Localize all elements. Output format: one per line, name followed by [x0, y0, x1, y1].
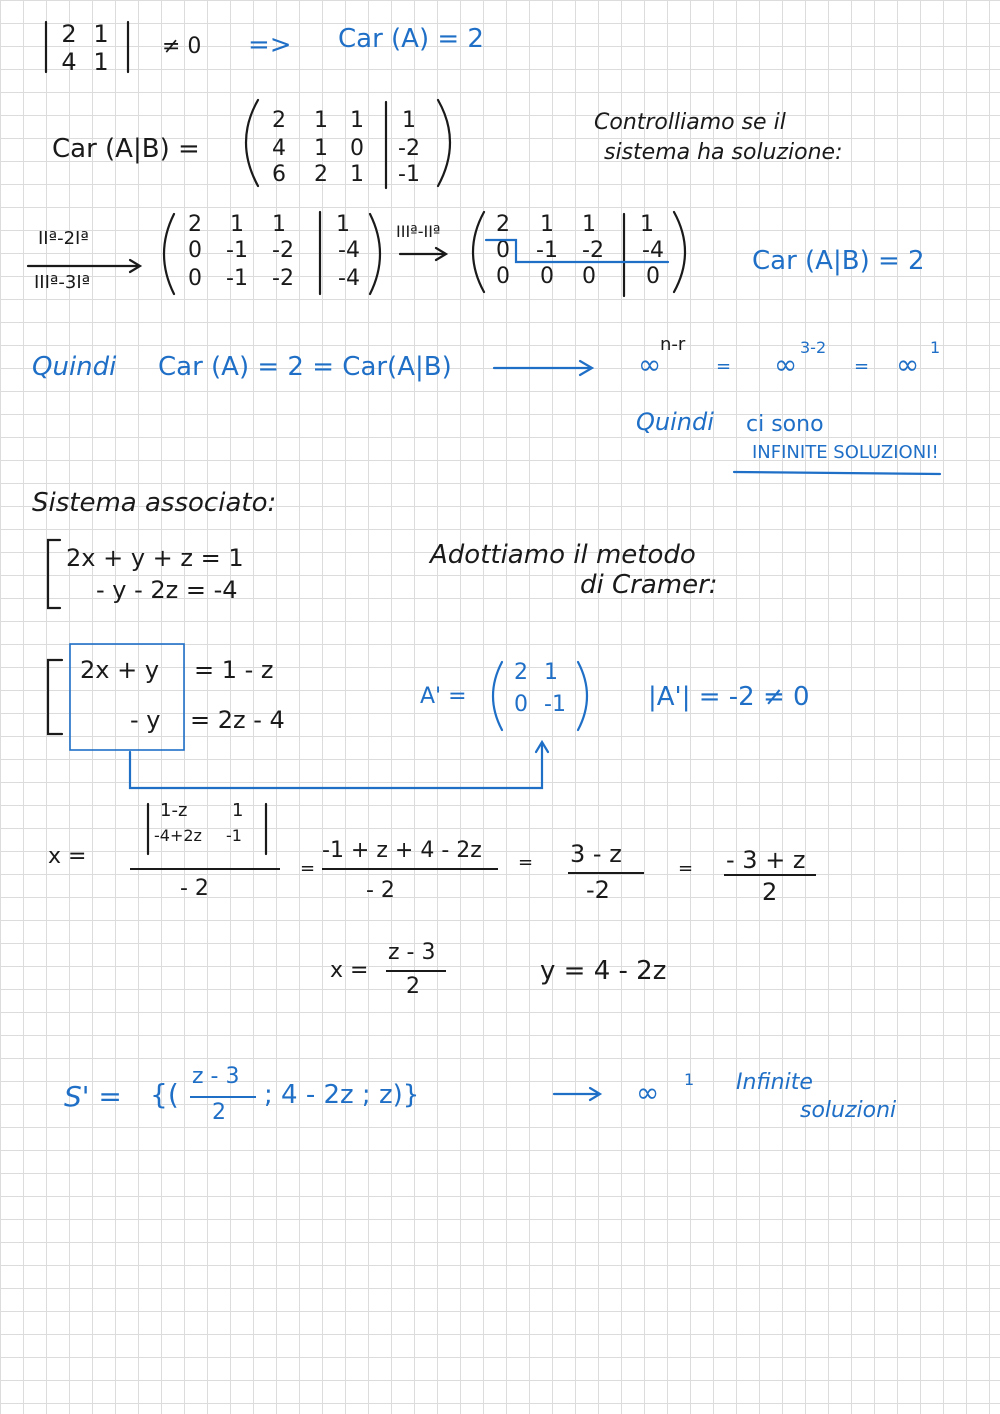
det-top-a11: 2	[61, 20, 77, 48]
m1-21: 0	[188, 238, 202, 263]
m2-31: 0	[496, 264, 510, 289]
note-check-line1: Controlliamo se il	[594, 110, 786, 135]
cramer-eq1-right: = 1 - z	[194, 656, 274, 684]
m1-paren-left	[164, 214, 174, 294]
det-top-a12: 1	[93, 20, 109, 48]
ci-sono: ci sono	[746, 412, 824, 437]
num-2: -1 + z + 4 - 2z	[322, 838, 482, 863]
den-2: - 2	[366, 878, 395, 903]
m2-14: 1	[640, 212, 654, 237]
m2-paren-left	[473, 212, 484, 292]
box-connector	[130, 744, 542, 788]
m1-13: 1	[272, 212, 286, 237]
aug-a11: 2	[272, 108, 286, 133]
sol-inf: ∞	[636, 1076, 660, 1109]
aug-a21: 4	[272, 136, 286, 161]
det-a-prime: |A'| = -2 ≠ 0	[648, 682, 810, 712]
infinite-solutions: INFINITE SOLUZIONI!	[752, 442, 939, 463]
a-prime-21: 0	[514, 692, 528, 717]
sol-open: {(	[150, 1078, 179, 1111]
aug-b1: 1	[402, 108, 416, 133]
neq-zero: ≠ 0	[162, 34, 202, 59]
op2: IIIª-IIª	[396, 222, 441, 241]
assoc-eq1: 2x + y + z = 1	[66, 544, 244, 572]
m1-14: 1	[336, 212, 350, 237]
aug-b2: -2	[398, 136, 420, 161]
m1-11: 2	[188, 212, 202, 237]
m2-13: 1	[582, 212, 596, 237]
m2-staircase	[486, 240, 668, 262]
num-det-22: -1	[226, 826, 242, 845]
num-det-11: 1-z	[160, 800, 188, 821]
eq-b: =	[518, 852, 534, 873]
sol-rest: ; 4 - 2z ; z)}	[264, 1080, 420, 1110]
num-det-21: -4+2z	[154, 826, 202, 845]
m2-11: 2	[496, 212, 510, 237]
den-4: 2	[762, 878, 778, 906]
m1-32: -1	[226, 266, 248, 291]
associated-heading: Sistema associato:	[32, 488, 277, 518]
x-eq-label: x =	[48, 844, 87, 869]
quindi-label: Quindi	[32, 352, 117, 382]
a-prime-paren-left	[493, 662, 502, 730]
inf3-base: ∞	[896, 348, 920, 381]
result-y: y = 4 - 2z	[540, 956, 667, 986]
num-det-12: 1	[232, 800, 244, 821]
aug-matrix-label: Car (A|B) =	[52, 134, 200, 164]
sol-inf-exp: 1	[684, 1070, 695, 1089]
m1-24: -4	[338, 238, 360, 263]
m2-33: 0	[582, 264, 596, 289]
m2-12: 1	[540, 212, 554, 237]
cramer-box	[70, 644, 184, 750]
assoc-brace	[48, 540, 60, 608]
sol-infinite-l1: Infinite	[736, 1070, 813, 1095]
eq-c: =	[678, 858, 694, 879]
m1-34: -4	[338, 266, 360, 291]
m1-31: 0	[188, 266, 202, 291]
inf2-exp: 3-2	[800, 338, 827, 357]
a-prime-12: 1	[544, 660, 558, 685]
result-x-label: x =	[330, 958, 369, 983]
m2-paren-right	[674, 212, 685, 292]
m2-21: 0	[496, 238, 510, 263]
op1-top: IIª-2Iª	[38, 228, 89, 249]
aug-a12: 1	[314, 108, 328, 133]
cramer-eq2-left: - y	[130, 706, 161, 734]
inf1-base: ∞	[638, 348, 662, 381]
infinite-underline	[734, 472, 940, 474]
aug-a32: 2	[314, 162, 328, 187]
a-prime-22: -1	[544, 692, 566, 717]
num-4: - 3 + z	[726, 846, 806, 874]
rank-a-result: Car (A) = 2	[338, 24, 484, 54]
det-top-a22: 1	[93, 48, 109, 76]
inf-eq2: =	[854, 356, 870, 377]
inf1-exp: n-r	[660, 334, 686, 355]
inf2-base: ∞	[774, 348, 798, 381]
aug-a33: 1	[350, 162, 364, 187]
sol-frac-num: z - 3	[192, 1064, 240, 1089]
den-1: - 2	[180, 876, 209, 901]
cramer-brace	[48, 660, 62, 734]
quindi2-label: Quindi	[636, 408, 714, 436]
num-3: 3 - z	[570, 840, 622, 868]
m1-12: 1	[230, 212, 244, 237]
a-prime-label: A' =	[420, 684, 467, 709]
aug-a13: 1	[350, 108, 364, 133]
result-x-num: z - 3	[388, 940, 436, 965]
eq-a: =	[300, 858, 316, 879]
a-prime-paren-right	[578, 662, 587, 730]
cramer-eq2-right: = 2z - 4	[190, 706, 285, 734]
implies-arrow: =>	[248, 30, 292, 60]
m2-23: -2	[582, 238, 604, 263]
m1-paren-right	[370, 214, 380, 294]
m2-22: -1	[536, 238, 558, 263]
sol-infinite-l2: soluzioni	[800, 1098, 897, 1123]
den-3: -2	[586, 876, 610, 904]
sol-frac-den: 2	[212, 1100, 226, 1125]
method-line2: di Cramer:	[580, 570, 718, 600]
m1-22: -1	[226, 238, 248, 263]
m1-23: -2	[272, 238, 294, 263]
method-line1: Adottiamo il metodo	[430, 540, 696, 570]
aug-a23: 0	[350, 136, 364, 161]
aug-paren-right	[438, 100, 450, 186]
m2-34: 0	[646, 264, 660, 289]
m2-24: -4	[642, 238, 664, 263]
inf-eq1: =	[716, 356, 732, 377]
aug-a22: 1	[314, 136, 328, 161]
result-x-den: 2	[406, 974, 420, 999]
inf3-exp: 1	[930, 338, 941, 357]
m1-33: -2	[272, 266, 294, 291]
s-label: S' =	[64, 1080, 122, 1113]
aug-paren-left	[246, 100, 258, 186]
cramer-eq1-left: 2x + y	[80, 656, 160, 684]
aug-a31: 6	[272, 162, 286, 187]
rank-ab-result: Car (A|B) = 2	[752, 246, 925, 276]
aug-b3: -1	[398, 162, 420, 187]
assoc-eq2: - y - 2z = -4	[96, 576, 238, 604]
rank-equality: Car (A) = 2 = Car(A|B)	[158, 352, 452, 382]
det-top-a21: 4	[61, 48, 77, 76]
op1-bottom: IIIª-3Iª	[34, 272, 91, 293]
a-prime-11: 2	[514, 660, 528, 685]
note-check-line2: sistema ha soluzione:	[604, 140, 843, 165]
m2-32: 0	[540, 264, 554, 289]
